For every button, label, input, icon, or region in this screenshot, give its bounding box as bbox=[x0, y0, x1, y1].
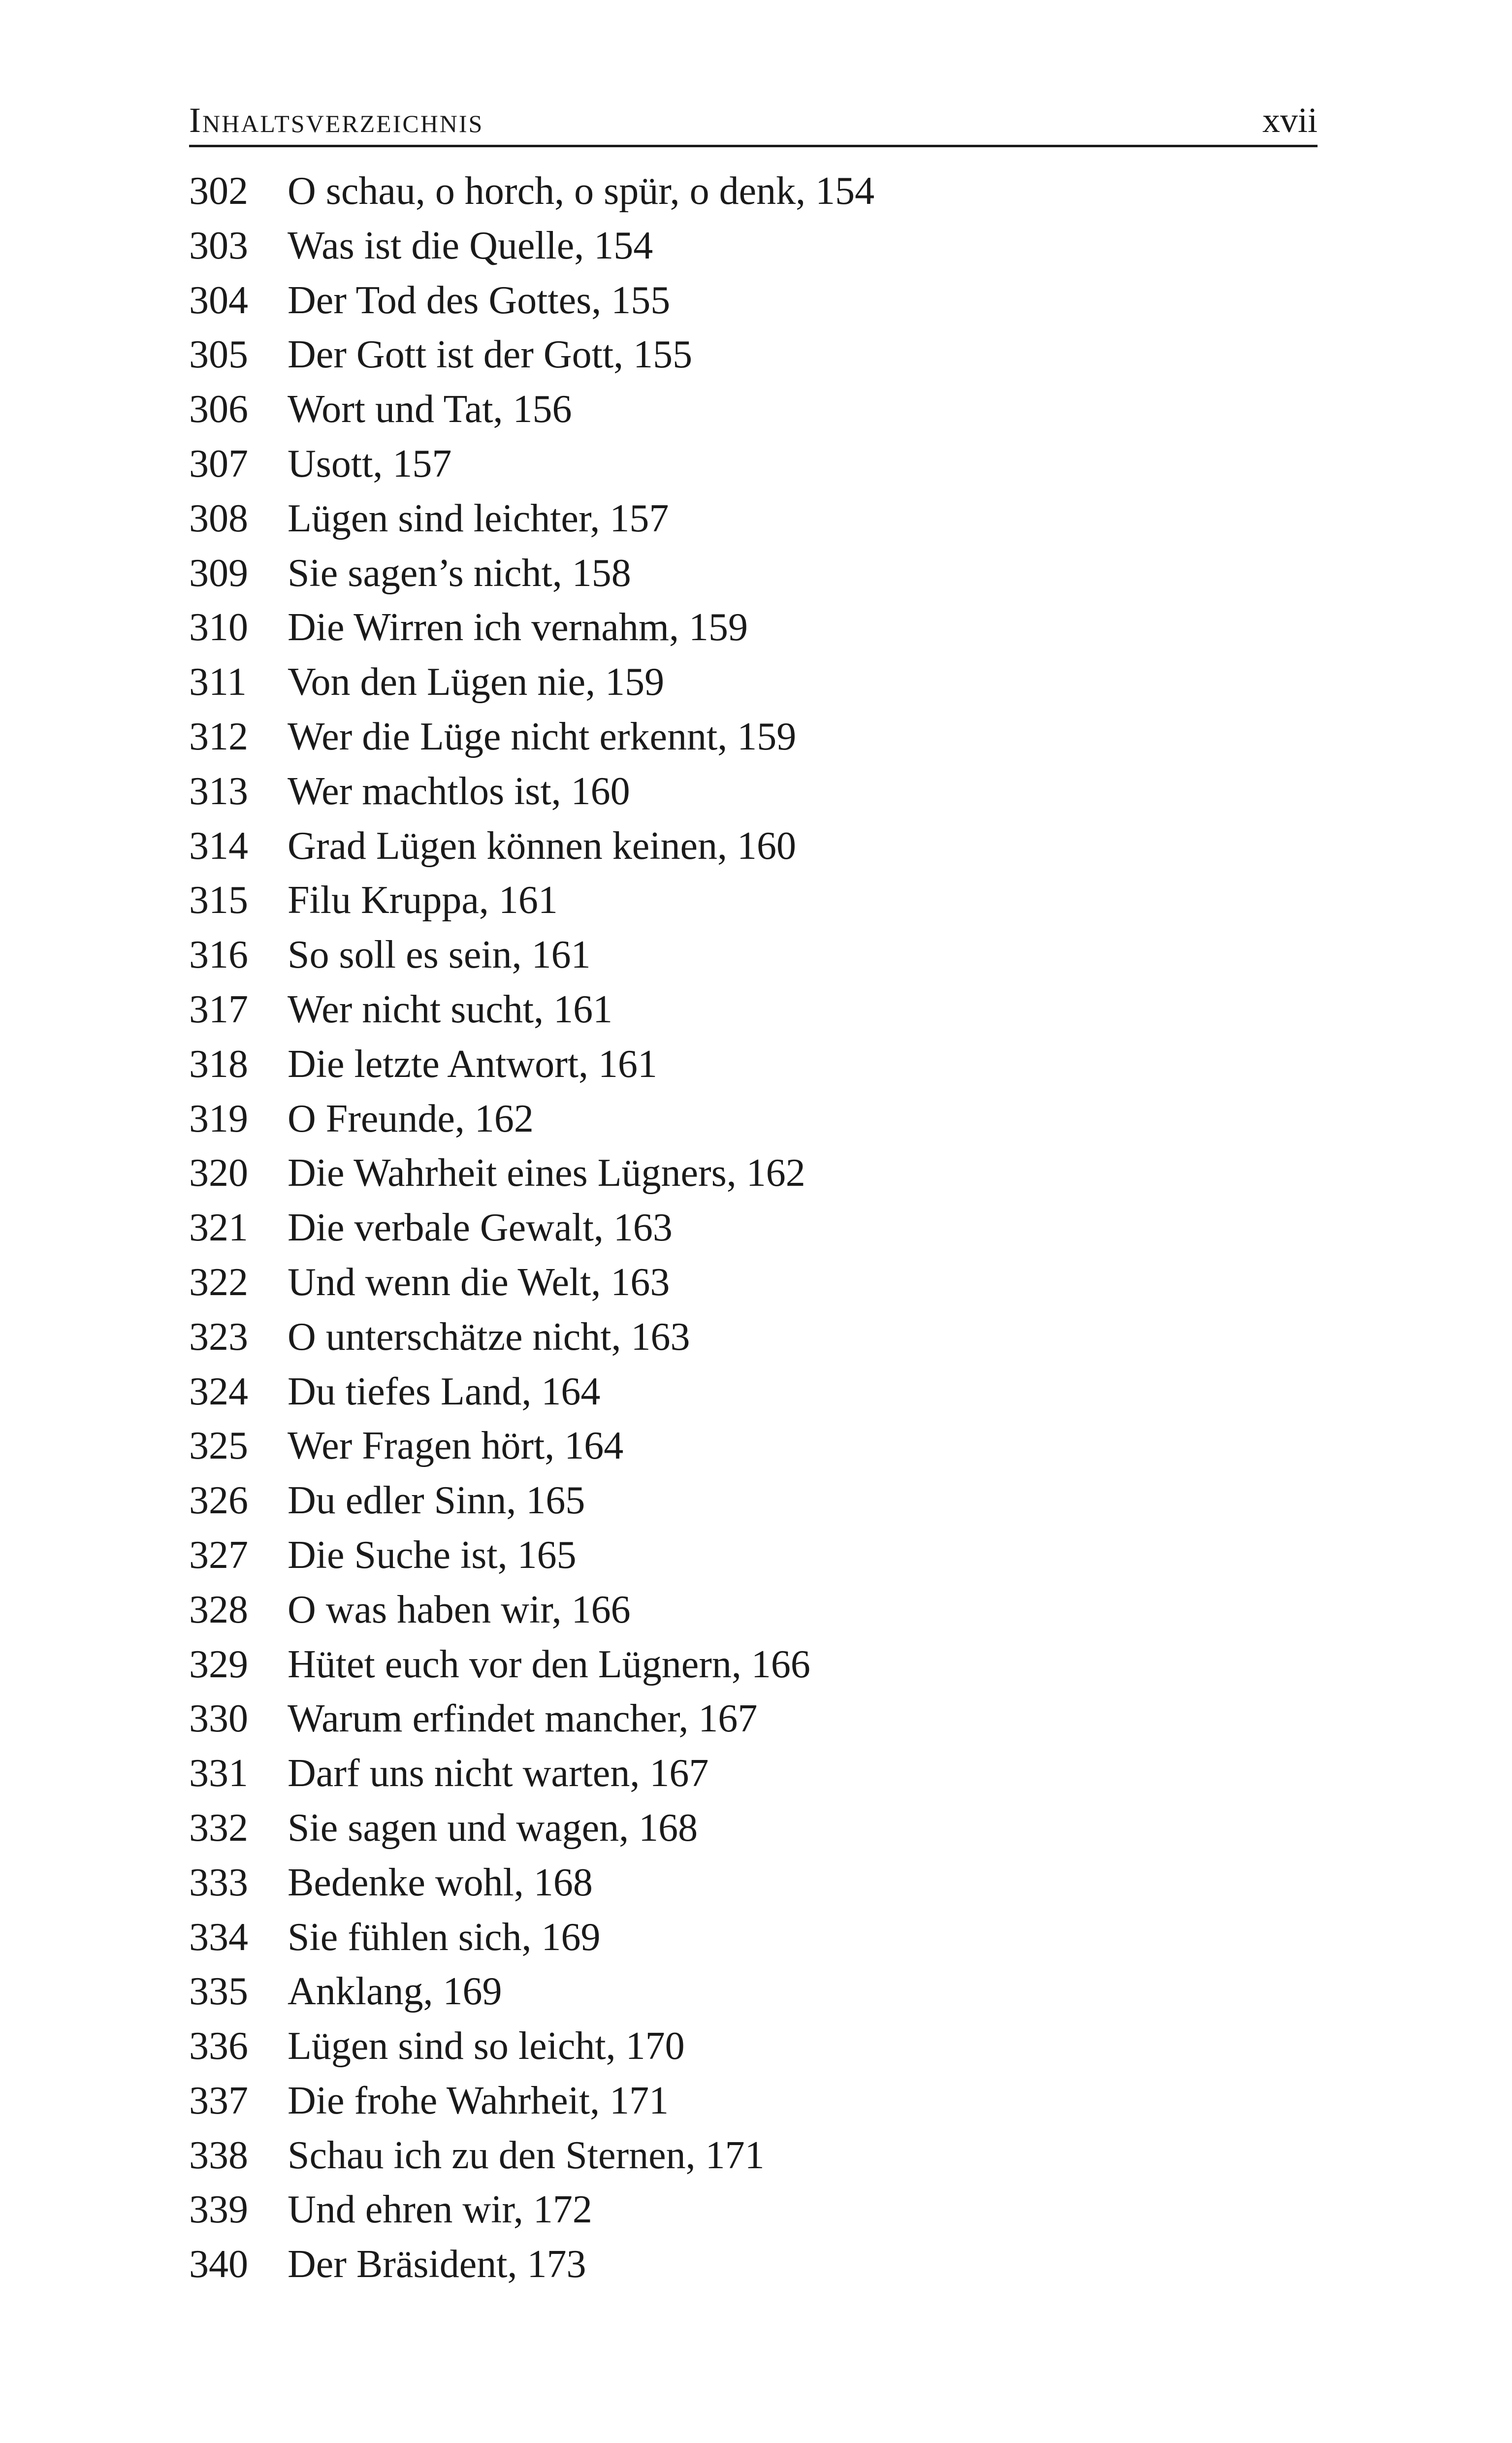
toc-entry-number: 302 bbox=[189, 169, 248, 213]
toc-entry bbox=[189, 273, 1318, 328]
toc-entry-number: 339 bbox=[189, 2188, 248, 2232]
running-title: Inhaltsverzeichnis bbox=[189, 100, 484, 140]
toc-entry bbox=[189, 327, 1318, 382]
toc-entry-number: 315 bbox=[189, 879, 248, 922]
toc-entry-title: Darf uns nicht warten, 167 bbox=[288, 1752, 709, 1795]
toc-entry-number: 327 bbox=[189, 1533, 248, 1577]
toc-entry-title: Wer die Lüge nicht erkennt, 159 bbox=[288, 715, 797, 758]
toc-entry-title: Filu Kruppa, 161 bbox=[288, 879, 558, 922]
toc-entry bbox=[189, 982, 1318, 1037]
toc-entry bbox=[189, 1146, 1318, 1201]
toc-entry bbox=[189, 873, 1318, 928]
toc-entry bbox=[189, 2182, 1318, 2237]
toc-entry bbox=[189, 2074, 1318, 2128]
toc-entry bbox=[189, 2128, 1318, 2183]
toc-entry-title: Und wenn die Welt, 163 bbox=[288, 1260, 670, 1304]
toc-entry-number: 316 bbox=[189, 933, 248, 977]
toc-entry bbox=[189, 1692, 1318, 1746]
toc-entry-number: 307 bbox=[189, 442, 248, 486]
toc-entry-number: 309 bbox=[189, 551, 248, 595]
toc-entry-number: 320 bbox=[189, 1151, 248, 1195]
toc-entry bbox=[189, 764, 1318, 819]
toc-entry-title: Die frohe Wahrheit, 171 bbox=[288, 2079, 669, 2122]
toc-entry-number: 303 bbox=[189, 224, 248, 267]
toc-entry-number: 331 bbox=[189, 1752, 248, 1795]
toc-entry-title: Lügen sind so leicht, 170 bbox=[288, 2024, 685, 2068]
toc-entry bbox=[189, 164, 1318, 219]
toc-entry-title: Die verbale Gewalt, 163 bbox=[288, 1206, 673, 1250]
toc-entry-number: 311 bbox=[189, 660, 247, 704]
toc-entry bbox=[189, 1801, 1318, 1856]
toc-entry-title: Und ehren wir, 172 bbox=[288, 2188, 592, 2232]
toc-entry-title: O was haben wir, 166 bbox=[288, 1588, 631, 1631]
toc-entry-number: 328 bbox=[189, 1588, 248, 1631]
toc-entry bbox=[189, 819, 1318, 874]
toc-entry-title: O Freunde, 162 bbox=[288, 1097, 534, 1140]
toc-entry-number: 305 bbox=[189, 333, 248, 377]
toc-entry bbox=[189, 491, 1318, 546]
toc-entry-number: 333 bbox=[189, 1860, 248, 1904]
toc-entry-title: Von den Lügen nie, 159 bbox=[288, 660, 665, 704]
toc-entry bbox=[189, 928, 1318, 982]
toc-entry bbox=[189, 1092, 1318, 1146]
table-of-contents bbox=[189, 164, 1318, 2292]
toc-entry-title: Der Bräsident, 173 bbox=[288, 2243, 586, 2286]
toc-entry bbox=[189, 1910, 1318, 1965]
toc-entry bbox=[189, 437, 1318, 491]
toc-entry-title: Wer nicht sucht, 161 bbox=[288, 987, 613, 1031]
page-number: xvii bbox=[1262, 100, 1318, 140]
toc-entry-number: 319 bbox=[189, 1097, 248, 1140]
toc-entry-number: 332 bbox=[189, 1806, 248, 1850]
toc-entry-number: 338 bbox=[189, 2133, 248, 2177]
toc-entry-title: O unterschätze nicht, 163 bbox=[288, 1315, 690, 1359]
toc-entry-title: Wer machtlos ist, 160 bbox=[288, 769, 630, 813]
toc-entry bbox=[189, 2019, 1318, 2074]
book-page bbox=[189, 94, 1318, 2292]
toc-entry-number: 324 bbox=[189, 1369, 248, 1413]
toc-entry-title: Du tiefes Land, 164 bbox=[288, 1369, 601, 1413]
toc-entry bbox=[189, 1310, 1318, 1365]
toc-entry-number: 340 bbox=[189, 2243, 248, 2286]
toc-entry-title: Die letzte Antwort, 161 bbox=[288, 1042, 657, 1086]
toc-entry bbox=[189, 1473, 1318, 1528]
toc-entry-title: Der Tod des Gottes, 155 bbox=[288, 278, 671, 322]
toc-entry-title: Schau ich zu den Sternen, 171 bbox=[288, 2133, 765, 2177]
toc-entry-title: Wer Fragen hört, 164 bbox=[288, 1424, 624, 1468]
toc-entry bbox=[189, 219, 1318, 273]
toc-entry-title: Du edler Sinn, 165 bbox=[288, 1479, 585, 1523]
toc-entry bbox=[189, 1365, 1318, 1419]
toc-entry-number: 330 bbox=[189, 1697, 248, 1741]
toc-entry-title: Warum erfindet mancher, 167 bbox=[288, 1697, 758, 1741]
toc-entry-number: 322 bbox=[189, 1260, 248, 1304]
toc-entry-title: Der Gott ist der Gott, 155 bbox=[288, 333, 693, 377]
toc-entry-title: So soll es sein, 161 bbox=[288, 933, 591, 977]
toc-entry bbox=[189, 1528, 1318, 1583]
toc-entry bbox=[189, 1583, 1318, 1637]
toc-entry bbox=[189, 1419, 1318, 1473]
toc-entry-number: 329 bbox=[189, 1642, 248, 1686]
toc-entry-title: Die Suche ist, 165 bbox=[288, 1533, 577, 1577]
toc-entry-number: 312 bbox=[189, 715, 248, 758]
toc-entry-number: 304 bbox=[189, 278, 248, 322]
toc-entry-number: 310 bbox=[189, 606, 248, 650]
toc-entry-title: Wort und Tat, 156 bbox=[288, 388, 572, 431]
toc-entry-title: Die Wirren ich vernahm, 159 bbox=[288, 606, 748, 650]
toc-entry-title: Grad Lügen können keinen, 160 bbox=[288, 824, 797, 868]
toc-entry bbox=[189, 710, 1318, 764]
toc-entry-title: Die Wahrheit eines Lügners, 162 bbox=[288, 1151, 805, 1195]
toc-entry-title: Anklang, 169 bbox=[288, 1970, 502, 2014]
toc-entry-number: 323 bbox=[189, 1315, 248, 1359]
toc-entry-number: 336 bbox=[189, 2024, 248, 2068]
toc-entry-title: Sie sagen’s nicht, 158 bbox=[288, 551, 631, 595]
toc-entry bbox=[189, 600, 1318, 655]
toc-entry bbox=[189, 1856, 1318, 1910]
toc-entry-title: Was ist die Quelle, 154 bbox=[288, 224, 653, 267]
toc-entry-title: Lügen sind leichter, 157 bbox=[288, 496, 669, 540]
toc-entry bbox=[189, 546, 1318, 601]
toc-entry-number: 318 bbox=[189, 1042, 248, 1086]
toc-entry bbox=[189, 382, 1318, 437]
toc-entry bbox=[189, 1037, 1318, 1092]
toc-entry-title: O schau, o horch, o spür, o denk, 154 bbox=[288, 169, 875, 213]
toc-entry-number: 306 bbox=[189, 388, 248, 431]
toc-entry bbox=[189, 1201, 1318, 1255]
toc-entry-number: 314 bbox=[189, 824, 248, 868]
toc-entry-number: 337 bbox=[189, 2079, 248, 2122]
toc-entry-number: 325 bbox=[189, 1424, 248, 1468]
toc-entry-number: 321 bbox=[189, 1206, 248, 1250]
toc-entry bbox=[189, 2237, 1318, 2292]
toc-entry-title: Sie fühlen sich, 169 bbox=[288, 1915, 601, 1959]
toc-entry-title: Bedenke wohl, 168 bbox=[288, 1860, 593, 1904]
toc-entry bbox=[189, 1746, 1318, 1801]
toc-entry-number: 334 bbox=[189, 1915, 248, 1959]
toc-entry bbox=[189, 1255, 1318, 1310]
toc-entry-number: 335 bbox=[189, 1970, 248, 2014]
toc-entry-title: Sie sagen und wagen, 168 bbox=[288, 1806, 698, 1850]
toc-entry-number: 313 bbox=[189, 769, 248, 813]
toc-entry-number: 326 bbox=[189, 1479, 248, 1523]
toc-entry-title: Usott, 157 bbox=[288, 442, 452, 486]
toc-entry-number: 308 bbox=[189, 496, 248, 540]
toc-entry-title: Hütet euch vor den Lügnern, 166 bbox=[288, 1642, 810, 1686]
running-head bbox=[189, 94, 1318, 147]
toc-entry-number: 317 bbox=[189, 987, 248, 1031]
toc-entry bbox=[189, 1637, 1318, 1692]
toc-entry bbox=[189, 1964, 1318, 2019]
toc-entry bbox=[189, 655, 1318, 710]
